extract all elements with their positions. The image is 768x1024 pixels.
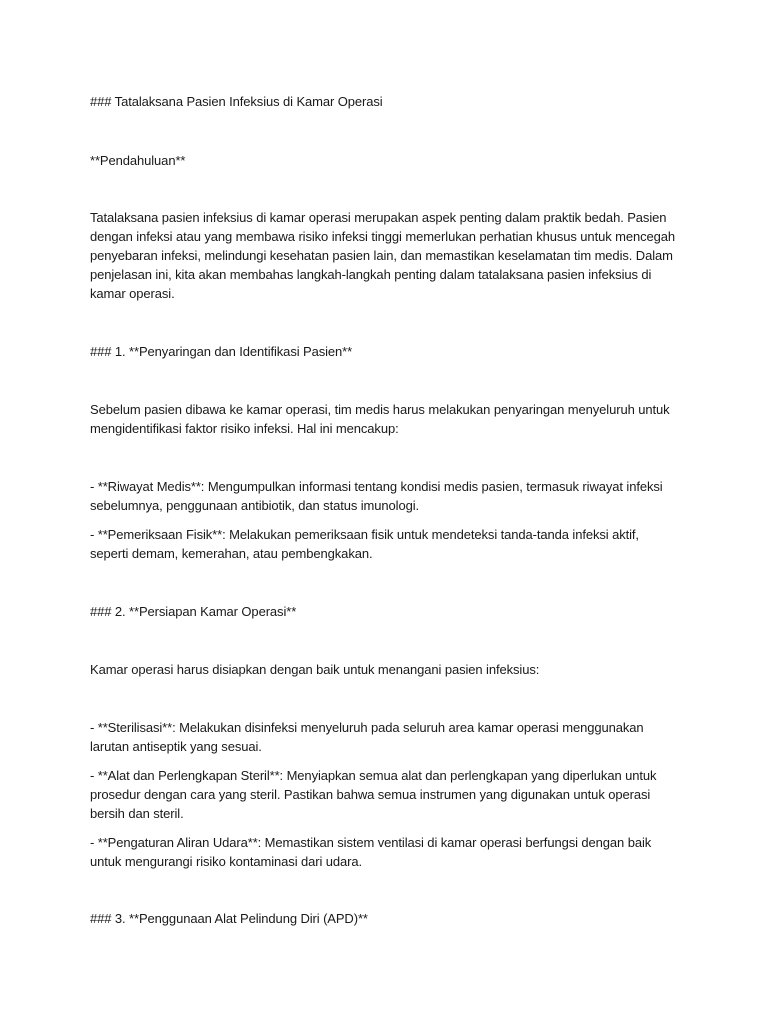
section-2-bullet-alat: - **Alat dan Perlengkapan Steril**: Menyiapkan semua alat dan perlengkapan yang diperlukan untuk prosedur dengan cara yang steril. Pastikan bahwa semua instrumen yang digunakan untuk operasi bersih dan steril. [90,768,657,821]
section-1-heading: ### 1. **Penyaringan dan Identifikasi Pasien** [90,344,353,359]
section-3-heading: ### 3. **Penggunaan Alat Pelindung Diri (APD)** [90,911,368,926]
document-title: ### Tatalaksana Pasien Infeksius di Kamar Operasi [90,94,383,109]
section-2-bullet-aliran-udara: - **Pengaturan Aliran Udara**: Memastikan sistem ventilasi di kamar operasi berfungsi dengan baik untuk mengurangi risiko kontaminasi dari udara. [90,835,652,869]
section-2-paragraph: Kamar operasi harus disiapkan dengan baik untuk menangani pasien infeksius: [90,662,540,677]
intro-heading: **Pendahuluan** [90,153,186,168]
section-1-paragraph: Sebelum pasien dibawa ke kamar operasi, tim medis harus melakukan penyaringan menyeluruh untuk mengidentifikasi faktor risiko infeksi. Hal ini mencakup: [90,402,670,436]
section-2-heading: ### 2. **Persiapan Kamar Operasi** [90,604,297,619]
intro-paragraph: Tatalaksana pasien infeksius di kamar operasi merupakan aspek penting dalam praktik bedah. Pasien dengan infeksi atau yang membawa risiko infeksi tinggi memerlukan perhatian khusus untuk mencegah penyebaran infeksi, melindungi kesehatan pasien lain, dan memastikan keselamatan tim medis. Dalam penjelasan ini, kita akan membahas langkah-langkah penting dalam tatalaksana pasien infeksius di kamar operasi. [90,210,676,301]
section-1-bullet-pemeriksaan: - **Pemeriksaan Fisik**: Melakukan pemeriksaan fisik untuk mendeteksi tanda-tanda infeksi aktif, seperti demam, kemerahan, atau pembengkakan. [90,527,639,561]
section-1-bullet-riwayat: - **Riwayat Medis**: Mengumpulkan informasi tentang kondisi medis pasien, termasuk riwayat infeksi sebelumnya, penggunaan antibiotik, dan status imunologi. [90,479,663,513]
section-2-bullet-sterilisasi: - **Sterilisasi**: Melakukan disinfeksi menyeluruh pada seluruh area kamar operasi menggunakan larutan antiseptik yang sesuai. [90,720,644,754]
